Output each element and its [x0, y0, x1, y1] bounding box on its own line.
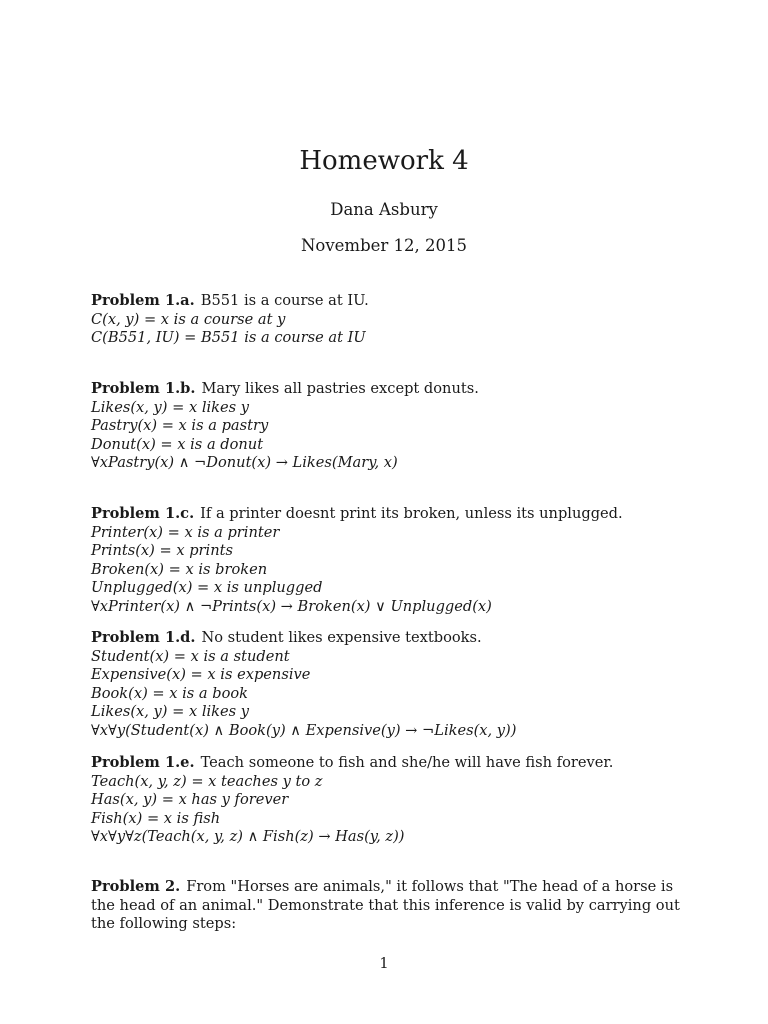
formula-line: Fish(x) = x is fish	[91, 809, 221, 827]
formula-line: Unplugged(x) = x is unplugged	[91, 579, 323, 597]
formula-line: Student(x) = x is a student	[91, 647, 290, 665]
formula-line: Donut(x) = x is a donut	[91, 435, 264, 453]
formula-line: Printer(x) = x is a printer	[91, 523, 280, 541]
problem-label: Problem 1.b.	[91, 380, 196, 397]
formula-line: Likes(x, y) = x likes y	[91, 703, 250, 721]
formula-line: C(B551, IU) = B551 is a course at IU	[91, 329, 366, 347]
author-name: Dana Asbury	[330, 200, 438, 219]
problem-1a	[91, 292, 691, 348]
problem-1e	[91, 754, 691, 847]
problem-label: Problem 2.	[91, 878, 181, 895]
problem-2	[91, 878, 691, 933]
problem-label: Problem 1.c.	[91, 505, 195, 522]
problem-statement: Mary likes all pastries except donuts.	[201, 380, 479, 397]
formula-line: Expensive(x) = x is expensive	[91, 666, 311, 684]
document-date: November 12, 2015	[300, 236, 468, 255]
formula-line: Broken(x) = x is broken	[91, 560, 268, 578]
formula-line: Likes(x, y) = x likes y	[91, 398, 250, 416]
problem-label: Problem 1.e.	[91, 754, 195, 771]
problem-1d	[91, 629, 691, 741]
formula-line: ∀xPastry(x) ∧ ¬Donut(x) → Likes(Mary, x)	[91, 454, 398, 472]
page-number: 1	[379, 955, 389, 972]
problem-statement: From "Horses are animals," it follows that "The head of a horse is the head of an animal." Demonstrate that this inference is valid by carrying out the following steps:	[91, 878, 680, 933]
formula-line: Has(x, y) = x has y forever	[91, 791, 289, 809]
problem-statement: No student likes expensive textbooks.	[201, 629, 482, 646]
document-title: Homework 4	[299, 146, 469, 176]
formula-line: C(x, y) = x is a course at y	[91, 310, 286, 328]
problem-label: Problem 1.a.	[91, 292, 195, 309]
problem-1b	[91, 380, 691, 473]
formula-line: Book(x) = x is a book	[91, 684, 249, 702]
formula-line: ∀x∀y∀z(Teach(x, y, z) ∧ Fish(z) → Has(y, z))	[91, 828, 405, 846]
formula-line: Pastry(x) = x is a pastry	[91, 417, 269, 435]
formula-line: Prints(x) = x prints	[91, 542, 233, 560]
formula-line: Teach(x, y, z) = x teaches y to z	[91, 772, 323, 790]
problem-statement: B551 is a course at IU.	[200, 292, 369, 309]
formula-line: ∀xPrinter(x) ∧ ¬Prints(x) → Broken(x) ∨ Unplugged(x)	[91, 597, 492, 615]
problem-1c	[91, 505, 691, 617]
problem-statement: Teach someone to fish and she/he will have fish forever.	[200, 754, 614, 771]
problem-statement: If a printer doesnt print its broken, unless its unplugged.	[200, 505, 623, 522]
problem-label: Problem 1.d.	[91, 629, 196, 646]
formula-line: ∀x∀y(Student(x) ∧ Book(y) ∧ Expensive(y) → ¬Likes(x, y))	[91, 721, 517, 739]
